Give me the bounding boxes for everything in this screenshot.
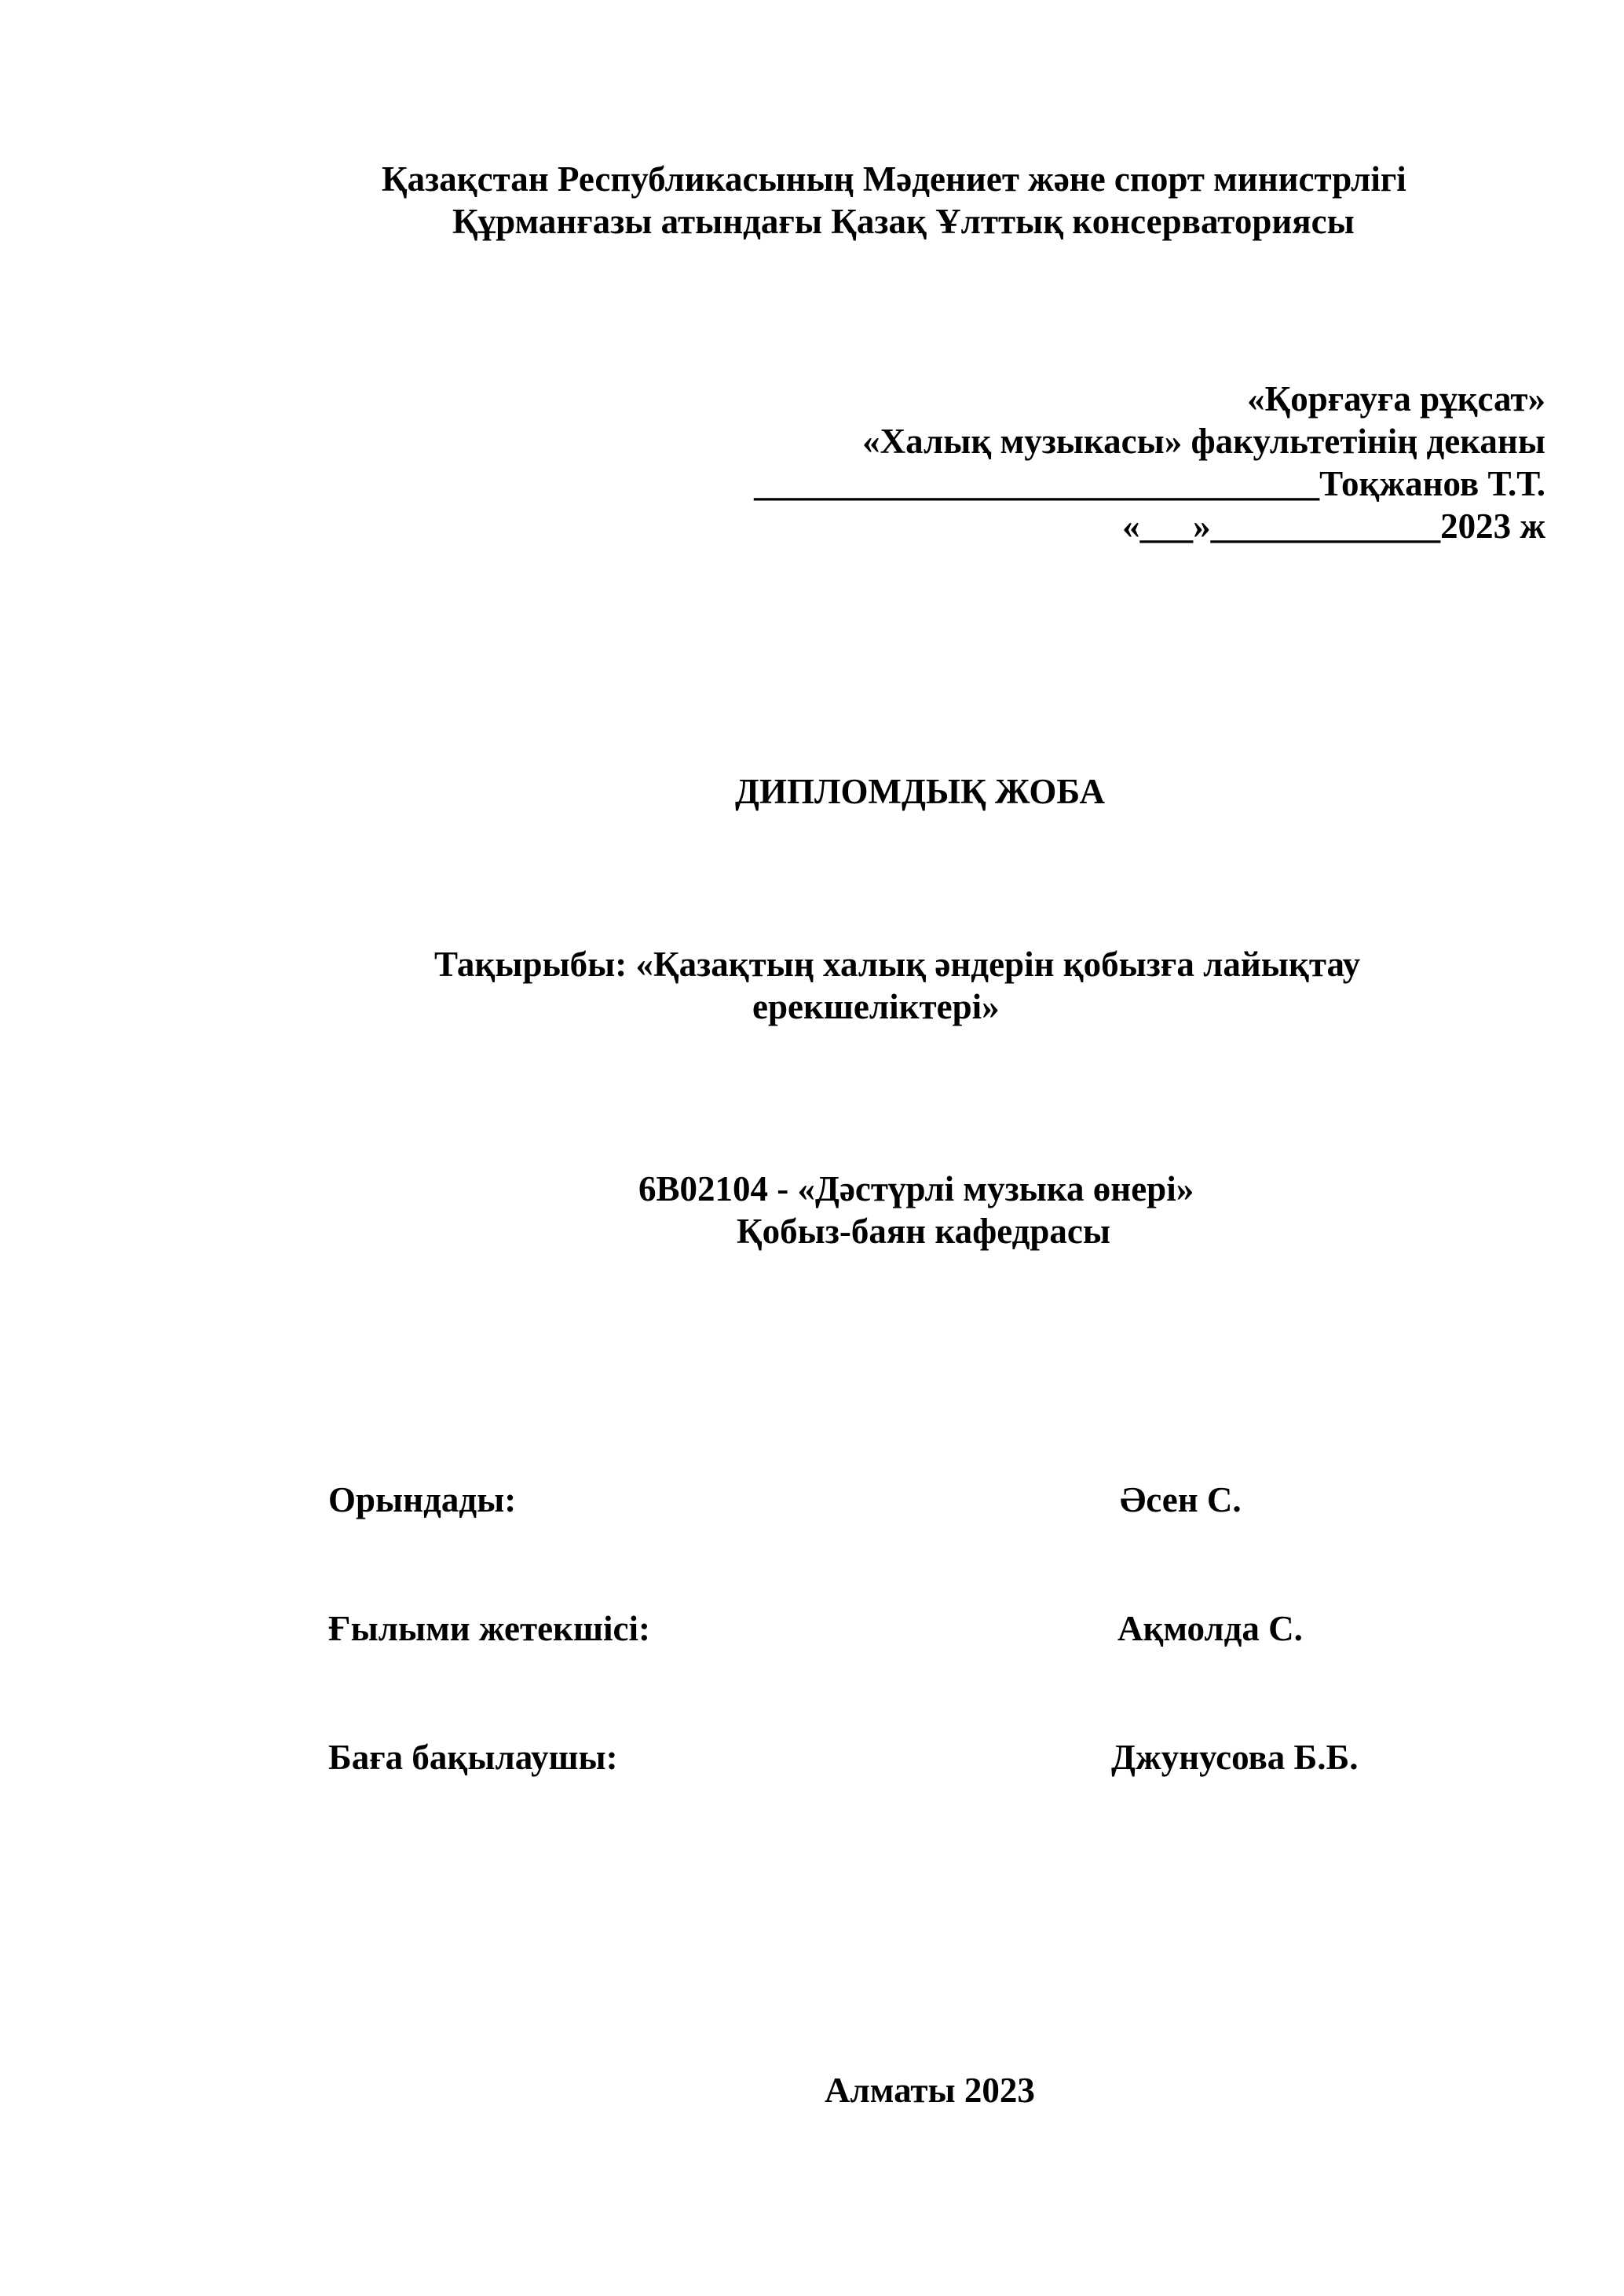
supervisor-role: Ғылыми жетекшісі:	[328, 1609, 650, 1648]
specialty: 6В02104 - «Дәстүрлі музыка өнері»	[638, 1169, 1194, 1208]
document-type: ДИПЛОМДЫҚ ЖОБА	[735, 772, 1106, 811]
approval-signature-line: ________________________________Тоқжанов Т.Т.	[754, 464, 1545, 503]
approval-permission: «Қорғауға рұқсат»	[1247, 379, 1545, 419]
topic-line-1: Тақырыбы: «Қазақтың халық әндерін қобызға лайықтау	[434, 945, 1361, 984]
topic-line-2: ерекшеліктері»	[752, 987, 1000, 1026]
performer-role: Орындады:	[328, 1480, 517, 1519]
reviewer-role: Баға бақылаушы:	[328, 1738, 618, 1777]
performer-name: Әсен С.	[1120, 1480, 1242, 1519]
approval-dean-title: «Халық музыкасы» факультетінің деканы	[862, 422, 1545, 461]
supervisor-name: Ақмолда С.	[1117, 1609, 1303, 1648]
ministry-title: Қазақстан Республикасының Мәдениет және спорт министрлігі	[382, 159, 1406, 199]
conservatory-title: Құрманғазы атындағы Қазақ Ұлттық консерваториясы	[452, 202, 1355, 241]
approval-date-line: «___»_____________2023 ж	[1122, 506, 1545, 546]
reviewer-name: Джунусова Б.Б.	[1111, 1738, 1359, 1777]
city-year: Алматы 2023	[825, 2071, 1035, 2110]
department: Қобыз-баян кафедрасы	[737, 1212, 1111, 1251]
